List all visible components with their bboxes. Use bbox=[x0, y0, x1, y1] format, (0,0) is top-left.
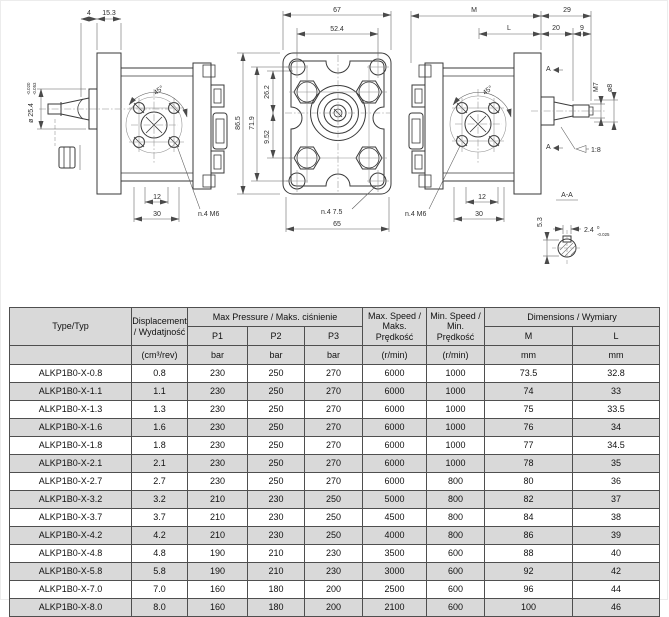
left-view-bolt-circle bbox=[126, 89, 187, 163]
cell-value: 2.7 bbox=[132, 473, 188, 491]
cell-type: ALKP1B0-X-0.8 bbox=[10, 365, 132, 383]
cell-value: 4000 bbox=[363, 527, 427, 545]
cell-value: 250 bbox=[248, 401, 305, 419]
cell-value: 1000 bbox=[427, 437, 485, 455]
table-row bbox=[10, 419, 660, 437]
col-group-max-pressure: Max Pressure / Maks. ciśnienie bbox=[188, 308, 363, 327]
left-view-outline bbox=[97, 53, 227, 194]
col-header-type: Type/Typ bbox=[10, 308, 132, 346]
cell-value: 230 bbox=[305, 563, 363, 581]
left-view-drawing bbox=[26, 10, 227, 222]
col-header-displacement-line1: Displacement bbox=[132, 316, 187, 327]
right-view-outline bbox=[409, 53, 541, 194]
col-header-min-speed-line3: Prędkość bbox=[436, 331, 475, 342]
fv-dim-52-4: 52.4 bbox=[330, 26, 344, 33]
rv-section-mark-top: A bbox=[546, 66, 551, 73]
cell-value: 210 bbox=[248, 545, 305, 563]
cell-value: 40 bbox=[573, 545, 660, 563]
rv-section-mark-bottom: A bbox=[546, 144, 551, 151]
cell-value: 75 bbox=[485, 401, 573, 419]
cell-value: 250 bbox=[248, 437, 305, 455]
cell-value: 76 bbox=[485, 419, 573, 437]
rv-dim-m: M bbox=[471, 7, 477, 14]
cell-value: 230 bbox=[188, 437, 248, 455]
cell-value: 270 bbox=[305, 473, 363, 491]
fv-dim-67: 67 bbox=[333, 7, 341, 14]
rv-angle-label: 45° bbox=[481, 84, 495, 97]
cell-type: ALKP1B0-X-4.8 bbox=[10, 545, 132, 563]
cell-value: 35 bbox=[573, 455, 660, 473]
col-header-min-speed bbox=[427, 308, 485, 346]
table-row bbox=[10, 473, 660, 491]
cell-value: 250 bbox=[248, 383, 305, 401]
cell-value: 6000 bbox=[363, 473, 427, 491]
cell-value: 230 bbox=[248, 491, 305, 509]
cell-value: 92 bbox=[485, 563, 573, 581]
cell-value: 6000 bbox=[363, 455, 427, 473]
unit-m: mm bbox=[485, 346, 573, 365]
cell-value: 6000 bbox=[363, 365, 427, 383]
table-row bbox=[10, 545, 660, 563]
rv-holes-label: n.4 M6 bbox=[405, 211, 427, 218]
cell-value: 250 bbox=[305, 491, 363, 509]
cell-value: 1.6 bbox=[132, 419, 188, 437]
cell-value: 3000 bbox=[363, 563, 427, 581]
left-view-nut bbox=[59, 145, 80, 170]
cell-value: 270 bbox=[305, 455, 363, 473]
col-header-max-speed bbox=[363, 308, 427, 346]
cell-value: 210 bbox=[188, 491, 248, 509]
table-row bbox=[10, 599, 660, 617]
cell-value: 34.5 bbox=[573, 437, 660, 455]
table-row bbox=[10, 509, 660, 527]
cell-value: 33 bbox=[573, 383, 660, 401]
cell-value: 230 bbox=[305, 545, 363, 563]
cell-value: 160 bbox=[188, 599, 248, 617]
col-header-displacement bbox=[132, 308, 188, 346]
lv-shaft-dia-tol-lower: -0.053 bbox=[32, 82, 37, 95]
cell-value: 800 bbox=[427, 491, 485, 509]
cell-type: ALKP1B0-X-3.7 bbox=[10, 509, 132, 527]
col-header-max-speed-line2: Maks. bbox=[382, 321, 407, 332]
cell-type: ALKP1B0-X-2.1 bbox=[10, 455, 132, 473]
cell-value: 3500 bbox=[363, 545, 427, 563]
cell-value: 1000 bbox=[427, 365, 485, 383]
cell-type: ALKP1B0-X-4.2 bbox=[10, 527, 132, 545]
fv-dim-26-2: 26.2 bbox=[264, 85, 271, 99]
cell-value: 4.8 bbox=[132, 545, 188, 563]
cell-value: 230 bbox=[188, 419, 248, 437]
cell-type: ALKP1B0-X-1.1 bbox=[10, 383, 132, 401]
col-header-p2: P2 bbox=[248, 327, 305, 346]
lv-dim-30: 30 bbox=[153, 211, 161, 218]
cell-value: 1.1 bbox=[132, 383, 188, 401]
cell-value: 250 bbox=[248, 419, 305, 437]
cell-value: 160 bbox=[188, 581, 248, 599]
rv-dim-29: 29 bbox=[563, 7, 571, 14]
lv-dim-12: 12 bbox=[153, 194, 161, 201]
col-header-m: M bbox=[485, 327, 573, 346]
cell-value: 5.8 bbox=[132, 563, 188, 581]
cell-value: 230 bbox=[248, 527, 305, 545]
rv-key-tol-lower: -0.025 bbox=[597, 232, 610, 237]
fv-holes-label: n.4 7.5 bbox=[321, 209, 343, 216]
cell-value: 84 bbox=[485, 509, 573, 527]
cell-value: 3.2 bbox=[132, 491, 188, 509]
cell-value: 100 bbox=[485, 599, 573, 617]
cell-value: 230 bbox=[188, 401, 248, 419]
fv-dim-71-9: 71.9 bbox=[249, 116, 256, 130]
cell-value: 250 bbox=[248, 365, 305, 383]
cell-value: 200 bbox=[305, 599, 363, 617]
cell-type: ALKP1B0-X-3.2 bbox=[10, 491, 132, 509]
cell-value: 250 bbox=[248, 455, 305, 473]
cell-value: 1000 bbox=[427, 401, 485, 419]
right-view-bolt-circle bbox=[450, 89, 511, 163]
cell-value: 270 bbox=[305, 437, 363, 455]
cell-value: 33.5 bbox=[573, 401, 660, 419]
rv-shaft-dia-label: ø8 bbox=[607, 83, 614, 92]
cell-value: 270 bbox=[305, 365, 363, 383]
lv-shaft-dia-tol-upper: -0.020 bbox=[26, 82, 31, 95]
cell-type: ALKP1B0-X-2.7 bbox=[10, 473, 132, 491]
pump-technical-drawing bbox=[1, 1, 669, 301]
spec-table-body bbox=[10, 365, 660, 617]
table-row bbox=[10, 365, 660, 383]
cell-value: 190 bbox=[188, 545, 248, 563]
col-header-min-speed-line1: Min. Speed / bbox=[430, 310, 481, 321]
rv-key-tol-upper: 0 bbox=[597, 225, 600, 230]
cell-value: 38 bbox=[573, 509, 660, 527]
rv-section-title: A-A bbox=[561, 192, 573, 199]
cell-value: 230 bbox=[188, 455, 248, 473]
cell-value: 44 bbox=[573, 581, 660, 599]
table-row bbox=[10, 383, 660, 401]
cell-value: 82 bbox=[485, 491, 573, 509]
lv-holes-label: n.4 M6 bbox=[198, 211, 220, 218]
cell-value: 800 bbox=[427, 509, 485, 527]
units-row bbox=[10, 346, 660, 365]
cell-value: 230 bbox=[188, 365, 248, 383]
cell-value: 250 bbox=[248, 473, 305, 491]
cell-type: ALKP1B0-X-1.6 bbox=[10, 419, 132, 437]
cell-value: 46 bbox=[573, 599, 660, 617]
col-header-p1: P1 bbox=[188, 327, 248, 346]
unit-max-speed: (r/min) bbox=[363, 346, 427, 365]
cell-value: 600 bbox=[427, 599, 485, 617]
unit-p3: bar bbox=[305, 346, 363, 365]
cell-value: 77 bbox=[485, 437, 573, 455]
cell-value: 2500 bbox=[363, 581, 427, 599]
cell-value: 80 bbox=[485, 473, 573, 491]
cell-value: 32.8 bbox=[573, 365, 660, 383]
cell-value: 230 bbox=[188, 473, 248, 491]
unit-p1: bar bbox=[188, 346, 248, 365]
cell-value: 190 bbox=[188, 563, 248, 581]
cell-value: 1.8 bbox=[132, 437, 188, 455]
cell-value: 6000 bbox=[363, 401, 427, 419]
cell-value: 2100 bbox=[363, 599, 427, 617]
rv-dim-12: 12 bbox=[478, 194, 486, 201]
cell-value: 1000 bbox=[427, 419, 485, 437]
rv-taper-label: 1:8 bbox=[591, 147, 601, 154]
lv-shaft-diameter: ø 25.4 bbox=[28, 103, 35, 123]
table-row bbox=[10, 455, 660, 473]
left-view-dimensions bbox=[37, 19, 200, 222]
cell-value: 6000 bbox=[363, 437, 427, 455]
cell-type: ALKP1B0-X-5.8 bbox=[10, 563, 132, 581]
col-header-displacement-line2: / Wydatjność bbox=[133, 326, 186, 337]
cell-value: 2.1 bbox=[132, 455, 188, 473]
lv-angle-label: 45° bbox=[152, 84, 166, 97]
col-header-min-speed-line2: Min. bbox=[447, 321, 465, 332]
cell-value: 230 bbox=[248, 509, 305, 527]
cell-value: 6000 bbox=[363, 419, 427, 437]
rv-key-width: 2.4 bbox=[584, 227, 594, 234]
cell-value: 8.0 bbox=[132, 599, 188, 617]
cell-value: 210 bbox=[248, 563, 305, 581]
cell-value: 5000 bbox=[363, 491, 427, 509]
col-header-max-speed-line3: Prędkość bbox=[375, 331, 414, 342]
rv-key-height: 5.3 bbox=[537, 217, 544, 227]
cell-value: 96 bbox=[485, 581, 573, 599]
cell-value: 39 bbox=[573, 527, 660, 545]
cell-value: 42 bbox=[573, 563, 660, 581]
fv-dim-86-5: 86.5 bbox=[235, 116, 242, 130]
cell-value: 88 bbox=[485, 545, 573, 563]
cell-value: 7.0 bbox=[132, 581, 188, 599]
cell-value: 800 bbox=[427, 527, 485, 545]
table-row bbox=[10, 527, 660, 545]
cell-value: 4500 bbox=[363, 509, 427, 527]
cell-type: ALKP1B0-X-8.0 bbox=[10, 599, 132, 617]
cell-value: 37 bbox=[573, 491, 660, 509]
cell-value: 270 bbox=[305, 383, 363, 401]
cell-value: 800 bbox=[427, 473, 485, 491]
cell-value: 78 bbox=[485, 455, 573, 473]
lv-dim-15-3: 15.3 bbox=[102, 10, 116, 17]
cell-value: 600 bbox=[427, 545, 485, 563]
unit-l: mm bbox=[573, 346, 660, 365]
unit-displacement: (cm³/rev) bbox=[132, 346, 188, 365]
cell-value: 180 bbox=[248, 581, 305, 599]
table-row bbox=[10, 491, 660, 509]
cell-value: 4.2 bbox=[132, 527, 188, 545]
cell-value: 6000 bbox=[363, 383, 427, 401]
cell-value: 73.5 bbox=[485, 365, 573, 383]
table-row bbox=[10, 563, 660, 581]
rv-dim-30: 30 bbox=[475, 211, 483, 218]
cell-value: 600 bbox=[427, 563, 485, 581]
col-header-l: L bbox=[573, 327, 660, 346]
col-header-p3: P3 bbox=[305, 327, 363, 346]
cell-value: 0.8 bbox=[132, 365, 188, 383]
rv-dim-9: 9 bbox=[580, 25, 584, 32]
rv-dim-20: 20 bbox=[552, 25, 560, 32]
fv-dim-9-52: 9.52 bbox=[264, 130, 271, 144]
unit-p2: bar bbox=[248, 346, 305, 365]
front-view-drawing bbox=[235, 7, 391, 232]
cell-value: 210 bbox=[188, 527, 248, 545]
right-view-shaft bbox=[531, 97, 605, 125]
rv-dim-l: L bbox=[507, 25, 511, 32]
cell-value: 3.7 bbox=[132, 509, 188, 527]
table-row bbox=[10, 401, 660, 419]
unit-type bbox=[10, 346, 132, 365]
cell-value: 1.3 bbox=[132, 401, 188, 419]
rv-thread-label: M7 bbox=[593, 82, 600, 92]
cell-value: 270 bbox=[305, 419, 363, 437]
right-view-drawing bbox=[405, 7, 618, 266]
cell-value: 200 bbox=[305, 581, 363, 599]
table-row bbox=[10, 581, 660, 599]
cell-value: 250 bbox=[305, 509, 363, 527]
cell-value: 250 bbox=[305, 527, 363, 545]
spec-table-header bbox=[10, 308, 660, 365]
col-group-dimensions: Dimensions / Wymiary bbox=[485, 308, 660, 327]
cell-value: 180 bbox=[248, 599, 305, 617]
fv-dim-65: 65 bbox=[333, 221, 341, 228]
table-row bbox=[10, 437, 660, 455]
col-header-max-speed-line1: Max. Speed / bbox=[368, 310, 422, 321]
cell-value: 1000 bbox=[427, 383, 485, 401]
cell-value: 86 bbox=[485, 527, 573, 545]
cell-value: 230 bbox=[188, 383, 248, 401]
cell-type: ALKP1B0-X-7.0 bbox=[10, 581, 132, 599]
cell-value: 74 bbox=[485, 383, 573, 401]
cell-type: ALKP1B0-X-1.3 bbox=[10, 401, 132, 419]
cell-value: 36 bbox=[573, 473, 660, 491]
cell-type: ALKP1B0-X-1.8 bbox=[10, 437, 132, 455]
cell-value: 210 bbox=[188, 509, 248, 527]
front-view-dimensions bbox=[237, 11, 391, 232]
section-aa-detail bbox=[543, 200, 582, 266]
cell-value: 600 bbox=[427, 581, 485, 599]
spec-table bbox=[9, 307, 660, 617]
unit-min-speed: (r/min) bbox=[427, 346, 485, 365]
cell-value: 1000 bbox=[427, 455, 485, 473]
cell-value: 270 bbox=[305, 401, 363, 419]
lv-dim-4: 4 bbox=[87, 10, 91, 17]
cell-value: 34 bbox=[573, 419, 660, 437]
front-view-corner-holes bbox=[286, 56, 389, 192]
